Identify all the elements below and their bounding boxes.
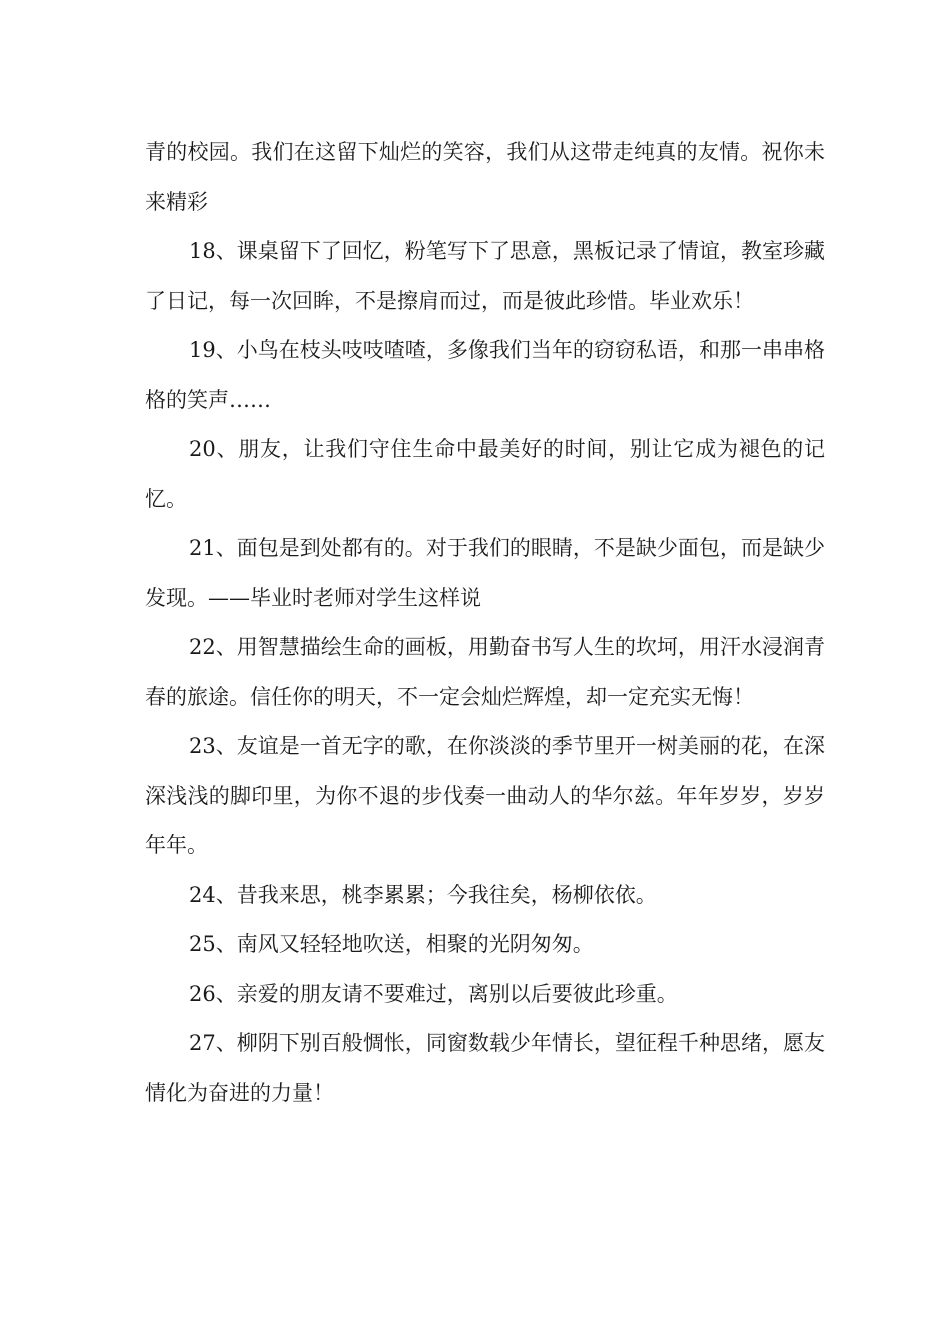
paragraph-continuation: 青的校园。我们在这留下灿烂的笑容，我们从这带走纯真的友情。祝你未来精彩 (145, 140, 825, 214)
paragraph-23: 23、友谊是一首无字的歌，在你淡淡的季节里开一树美丽的花，在深深浅浅的脚印里，为你不退的步伐奏一曲动人的华尔兹。年年岁岁，岁岁年年。 (145, 734, 825, 857)
paragraph-22: 22、用智慧描绘生命的画板，用勤奋书写人生的坎坷，用汗水浸润青春的旅途。信任你的明天，不一定会灿烂辉煌，却一定充实无悔！ (145, 635, 825, 709)
paragraph-18: 18、课桌留下了回忆，粉笔写下了思意，黑板记录了情谊，教室珍藏了日记，每一次回眸，不是擦肩而过，而是彼此珍惜。毕业欢乐！ (145, 239, 825, 313)
paragraph-21: 21、面包是到处都有的。对于我们的眼睛，不是缺少面包，而是缺少发现。——毕业时老师对学生这样说 (145, 536, 825, 610)
paragraph-19: 19、小鸟在枝头吱吱喳喳，多像我们当年的窃窃私语，和那一串串格格的笑声…… (145, 338, 825, 412)
paragraph-26: 26、亲爱的朋友请不要难过，离别以后要彼此珍重。 (189, 981, 678, 1006)
paragraph-20: 20、朋友，让我们守住生命中最美好的时间，别让它成为褪色的记忆。 (145, 437, 825, 511)
paragraph-25: 25、南风又轻轻地吹送，相聚的光阴匆匆。 (189, 932, 594, 956)
document-body (145, 128, 825, 1118)
paragraph-27: 27、柳阴下别百般惆怅，同窗数载少年情长，望征程千种思绪，愿友情化为奋进的力量！ (145, 1031, 825, 1105)
paragraph-24: 24、昔我来思，桃李累累；今我往矣，杨柳依依。 (189, 882, 657, 907)
